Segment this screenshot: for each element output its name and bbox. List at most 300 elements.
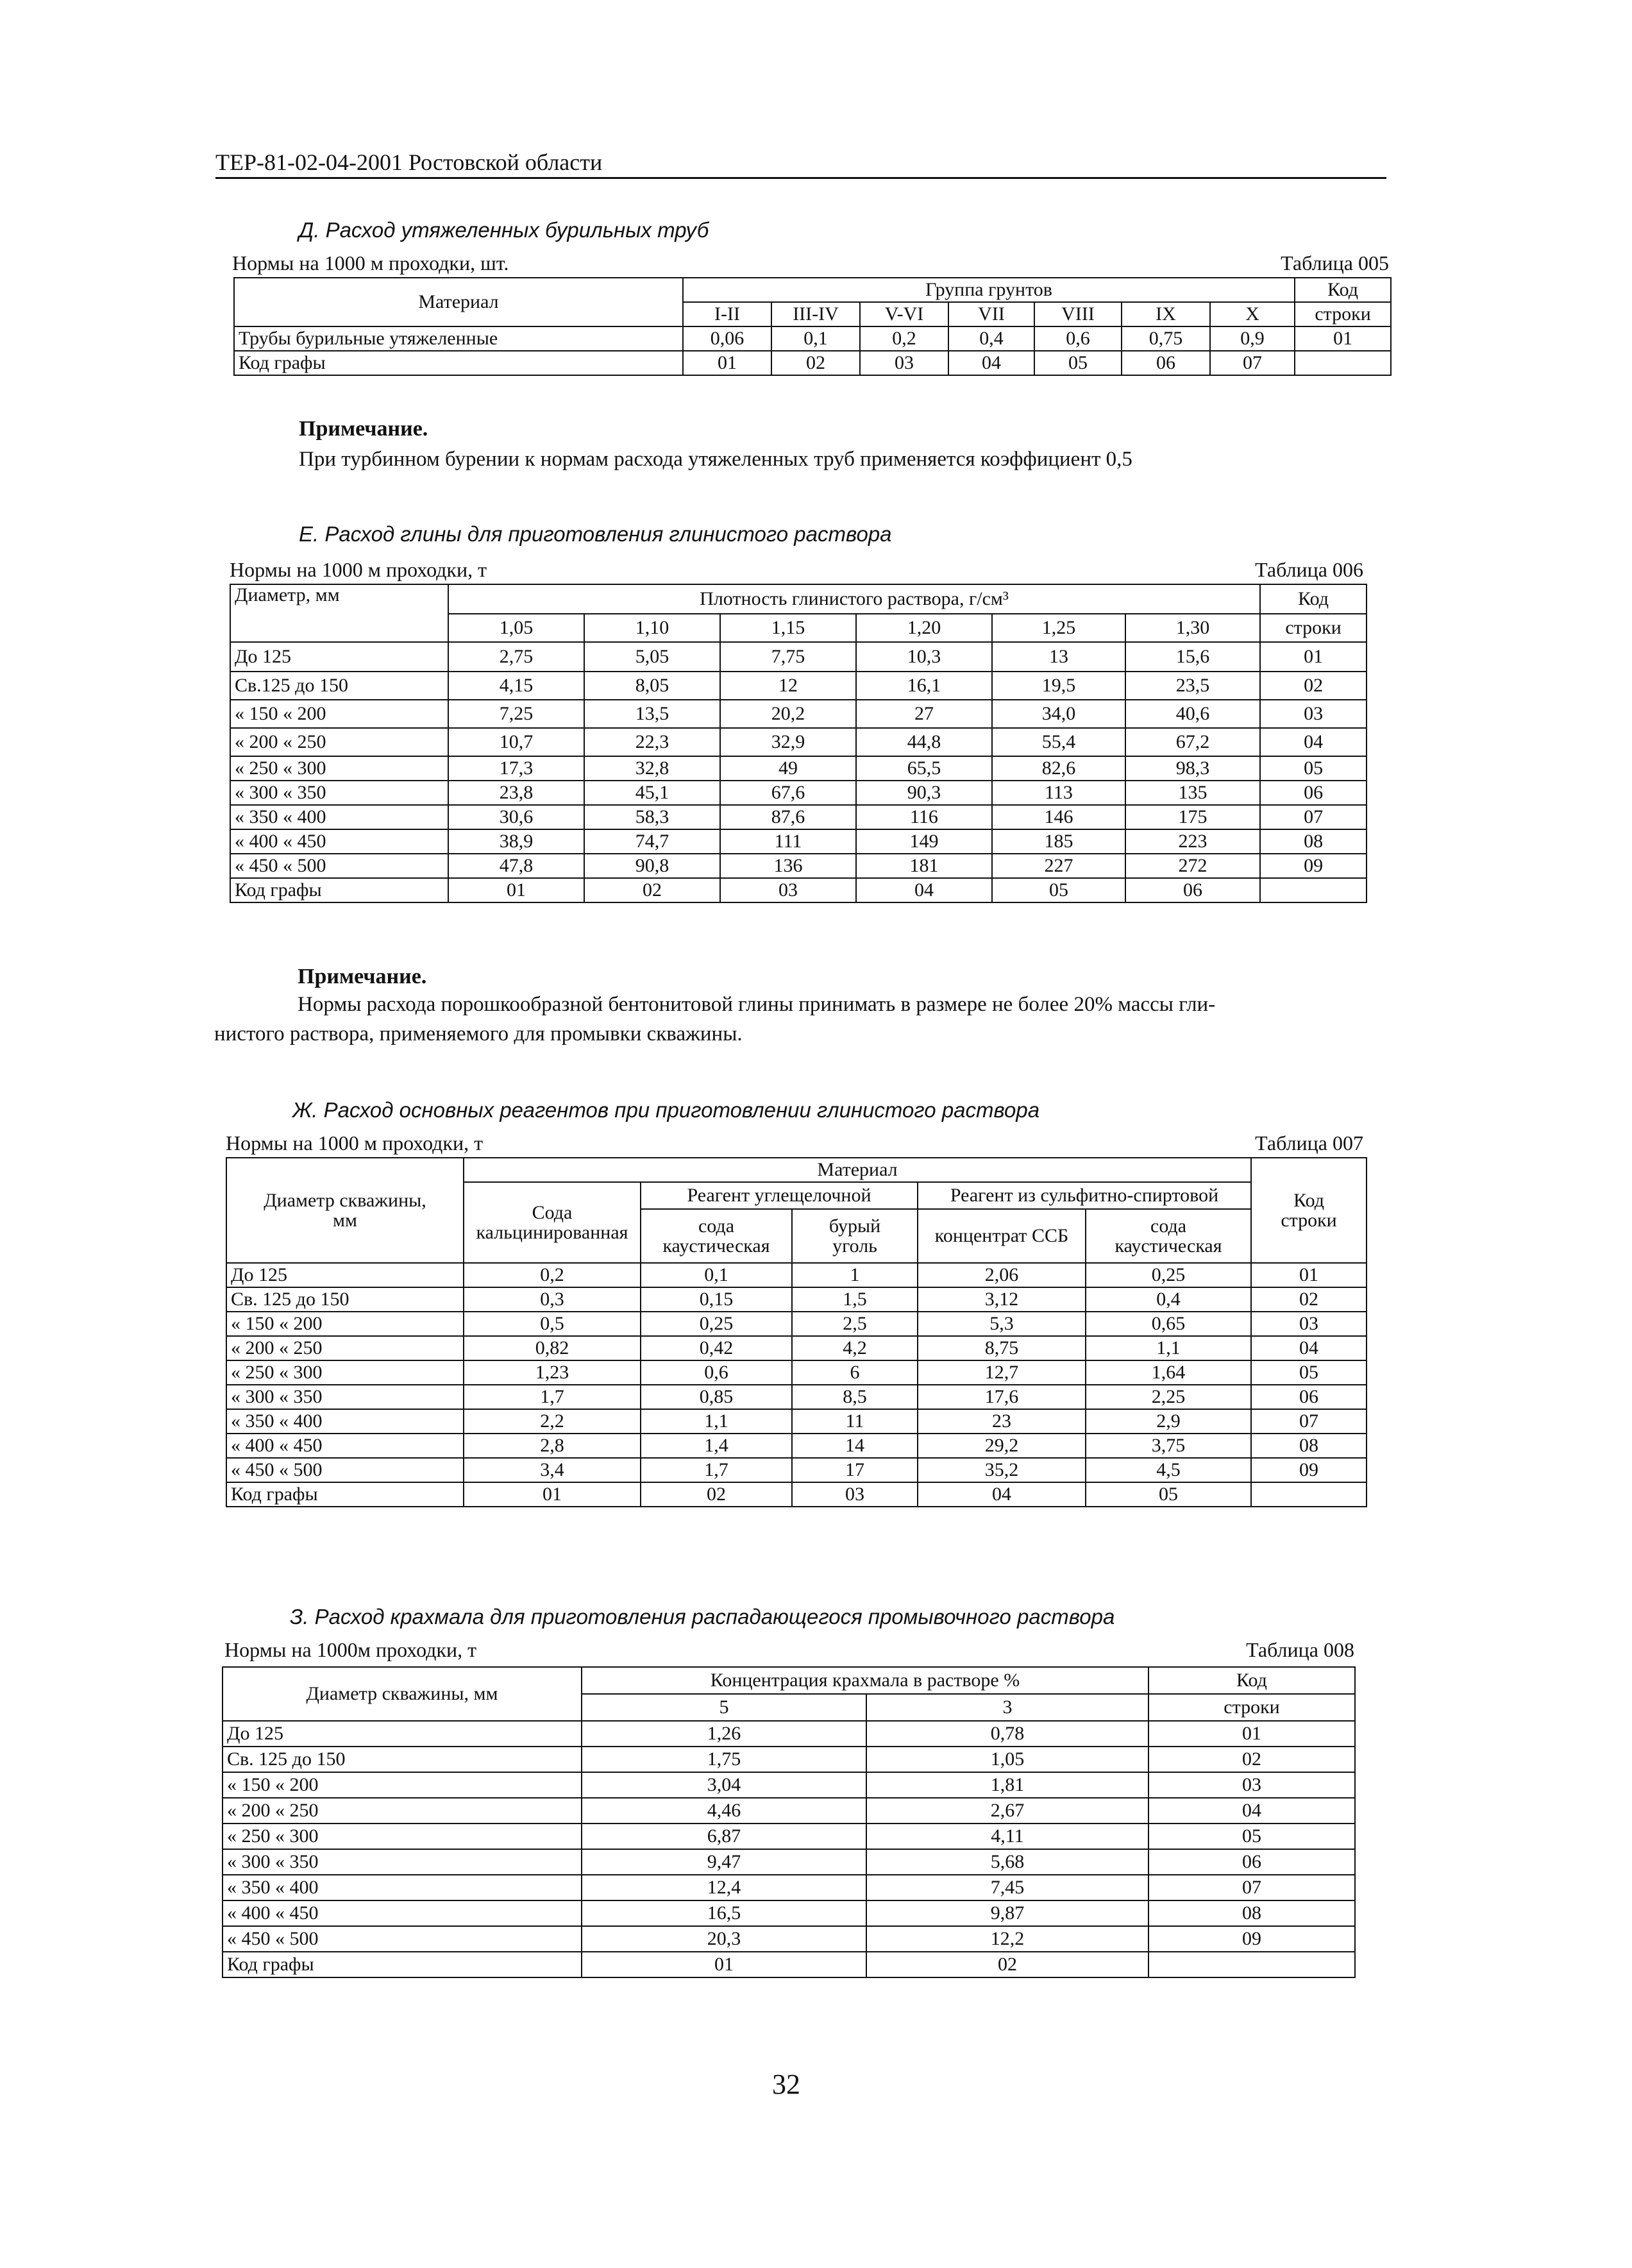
row-code: 04 — [1148, 1798, 1355, 1824]
row-code: 09 — [1148, 1926, 1355, 1952]
row-code: 08 — [1148, 1900, 1355, 1926]
row-code: 09 — [1260, 854, 1367, 878]
table-row — [230, 672, 1367, 700]
table-cell: 136 — [720, 854, 856, 878]
section-zh-title: Ж. Расход основных реагентов при приготовлении глинистого раствора — [292, 1098, 1040, 1122]
row-code: 07 — [1260, 805, 1367, 829]
table-cell: 4,46 — [582, 1798, 866, 1824]
header-soil-group-col: IX — [1122, 302, 1210, 326]
table-cell: 35,2 — [918, 1458, 1086, 1482]
table-cell: 0,1 — [771, 326, 860, 351]
header-code-line1: Код — [1293, 1189, 1324, 1211]
table-cell: 0,1 — [641, 1263, 792, 1287]
row-code: 03 — [1148, 1772, 1355, 1798]
table-cell: 2,75 — [448, 642, 584, 672]
table-cell: 27 — [856, 700, 992, 728]
table-cell: 5,3 — [918, 1312, 1086, 1336]
header-density: Плотность глинистого раствора, г/см³ — [448, 584, 1260, 614]
row-code: 02 — [1260, 672, 1367, 700]
table-cell: 2,5 — [792, 1312, 918, 1336]
empty-cell — [1260, 878, 1367, 902]
table-cell: 4,15 — [448, 672, 584, 700]
table-cell: 0,85 — [641, 1385, 792, 1409]
row-label: « 450 « 500 — [230, 854, 448, 878]
table-row — [230, 781, 1367, 805]
header-density-col: 1,25 — [992, 614, 1125, 642]
column-code-row — [230, 878, 1367, 902]
row-code: 04 — [1260, 728, 1367, 756]
row-code: 05 — [1260, 756, 1367, 781]
document-header: ТЕР-81-02-04-2001 Ростовской области — [215, 149, 1386, 179]
table-cell: 0,2 — [464, 1263, 641, 1287]
table-cell: 65,5 — [856, 756, 992, 781]
empty-cell — [1148, 1952, 1355, 1977]
column-code-cell: 04 — [856, 878, 992, 902]
table-row — [226, 1409, 1367, 1434]
table-cell: 185 — [992, 829, 1125, 854]
column-code-cell: 04 — [948, 351, 1034, 375]
column-code-cell: 03 — [720, 878, 856, 902]
table-cell: 32,9 — [720, 728, 856, 756]
header-material: Материал — [464, 1158, 1251, 1182]
header-soil-group-col: V-VI — [860, 302, 948, 326]
column-code-cell: 05 — [1034, 351, 1122, 375]
table-008-label: Таблица 008 — [1246, 1638, 1354, 1661]
header-caustic-soda-1-line2: каустическая — [662, 1235, 770, 1257]
section-e-title: Е. Расход глины для приготовления глинистого раствора — [299, 522, 892, 546]
header-soil-group-col: III-IV — [771, 302, 860, 326]
table-cell: 29,2 — [918, 1434, 1086, 1458]
row-code: 05 — [1148, 1824, 1355, 1849]
table-row — [230, 756, 1367, 781]
table-cell: 19,5 — [992, 672, 1125, 700]
row-code: 01 — [1295, 326, 1391, 351]
table-cell: 1,4 — [641, 1434, 792, 1458]
row-code: 04 — [1251, 1336, 1367, 1360]
table-cell: 8,5 — [792, 1385, 918, 1409]
table-cell: 0,65 — [1086, 1312, 1251, 1336]
table-cell: 90,3 — [856, 781, 992, 805]
table-row — [223, 1772, 1355, 1798]
table-row — [226, 1360, 1367, 1385]
header-caustic-soda-2-line2: каустическая — [1115, 1235, 1222, 1257]
row-label: « 300 « 350 — [230, 781, 448, 805]
table-cell: 0,5 — [464, 1312, 641, 1336]
table-cell: 13,5 — [584, 700, 720, 728]
table-cell: 10,3 — [856, 642, 992, 672]
header-diameter — [226, 1158, 464, 1263]
note-d-heading: Примечание. — [299, 417, 428, 441]
header-sulfite-alcohol-reagent: Реагент из сульфитно-спиртовой — [918, 1182, 1251, 1209]
table-cell: 0,6 — [1034, 326, 1122, 351]
table-cell: 17,3 — [448, 756, 584, 781]
row-label: « 150 « 200 — [226, 1312, 464, 1336]
column-code-cell: 02 — [641, 1482, 792, 1507]
table-cell: 15,6 — [1125, 642, 1260, 672]
header-caustic-soda-2 — [1086, 1209, 1251, 1263]
header-concentration: Концентрация крахмала в растворе % — [582, 1667, 1148, 1694]
table-cell: 47,8 — [448, 854, 584, 878]
table-cell: 1,5 — [792, 1287, 918, 1312]
table-cell: 0,75 — [1122, 326, 1210, 351]
table-cell: 272 — [1125, 854, 1260, 878]
header-soda-ash-line2: кальцинированная — [476, 1222, 628, 1243]
row-label: « 250 « 300 — [226, 1360, 464, 1385]
header-code-row: строки — [1295, 302, 1391, 326]
table-row — [230, 805, 1367, 829]
table-cell: 55,4 — [992, 728, 1125, 756]
table-cell: 98,3 — [1125, 756, 1260, 781]
header-concentration-col: 5 — [582, 1694, 866, 1721]
column-code-label: Код графы — [226, 1482, 464, 1507]
table-cell: 135 — [1125, 781, 1260, 805]
table-cell: 2,67 — [866, 1798, 1148, 1824]
column-code-cell: 03 — [860, 351, 948, 375]
header-brown-coal-line2: уголь — [832, 1235, 877, 1257]
row-code: 09 — [1251, 1458, 1367, 1482]
table-cell: 12 — [720, 672, 856, 700]
row-code: 01 — [1260, 642, 1367, 672]
header-code-line2: строки — [1281, 1210, 1337, 1231]
table-cell: 223 — [1125, 829, 1260, 854]
table-cell: 17,6 — [918, 1385, 1086, 1409]
note-e-heading: Примечание. — [298, 965, 427, 988]
header-code: Код — [1295, 278, 1391, 302]
row-label: « 400 « 450 — [223, 1900, 582, 1926]
header-diameter: Диаметр скважины, мм — [223, 1667, 582, 1721]
table-cell: 2,06 — [918, 1263, 1086, 1287]
table-cell: 1,05 — [866, 1747, 1148, 1772]
table-cell: 20,3 — [582, 1926, 866, 1952]
table-cell: 113 — [992, 781, 1125, 805]
header-concentration-col: 3 — [866, 1694, 1148, 1721]
table-row — [223, 1747, 1355, 1772]
table-row — [230, 854, 1367, 878]
header-brown-coal-line1: бурый — [829, 1215, 881, 1237]
table-cell: 5,68 — [866, 1849, 1148, 1875]
table-cell: 1,7 — [464, 1385, 641, 1409]
row-label: « 200 « 250 — [230, 728, 448, 756]
row-label: Св. 125 до 150 — [223, 1747, 582, 1772]
page-number: 32 — [772, 2069, 800, 2100]
header-code: Код — [1148, 1667, 1355, 1694]
table-cell: 8,05 — [584, 672, 720, 700]
table-cell: 0,2 — [860, 326, 948, 351]
table-cell: 116 — [856, 805, 992, 829]
column-code-cell: 07 — [1210, 351, 1295, 375]
header-soil-group-col: I-II — [683, 302, 771, 326]
table-cell: 149 — [856, 829, 992, 854]
section-z-norms: Нормы на 1000м проходки, т — [224, 1638, 477, 1661]
header-density-col: 1,15 — [720, 614, 856, 642]
row-label: « 450 « 500 — [223, 1926, 582, 1952]
header-soda-ash-line1: Сода — [532, 1201, 573, 1223]
row-label: « 250 « 300 — [230, 756, 448, 781]
note-e-text-2: нистого раствора, применяемого для промывки скважины. — [214, 1022, 743, 1045]
row-code: 06 — [1148, 1849, 1355, 1875]
row-label: Трубы бурильные утяжеленные — [234, 326, 683, 351]
table-cell: 8,75 — [918, 1336, 1086, 1360]
table-cell: 3,75 — [1086, 1434, 1251, 1458]
table-cell: 7,25 — [448, 700, 584, 728]
table-row — [223, 1721, 1355, 1747]
table-cell: 13 — [992, 642, 1125, 672]
header-diameter-line1: Диаметр скважины, — [264, 1189, 426, 1211]
table-cell: 30,6 — [448, 805, 584, 829]
header-code-row: строки — [1260, 614, 1367, 642]
table-cell: 2,2 — [464, 1409, 641, 1434]
table-cell: 1,81 — [866, 1772, 1148, 1798]
table-cell: 1,7 — [641, 1458, 792, 1482]
row-label: « 200 « 250 — [226, 1336, 464, 1360]
table-cell: 23,8 — [448, 781, 584, 805]
table-cell: 0,4 — [948, 326, 1034, 351]
table-cell: 32,8 — [584, 756, 720, 781]
note-e-text-1: Нормы расхода порошкообразной бентонитовой глины принимать в размере не более 20% массы гли- — [298, 993, 1216, 1016]
column-code-cell: 02 — [584, 878, 720, 902]
row-code: 06 — [1251, 1385, 1367, 1409]
table-cell: 17 — [792, 1458, 918, 1482]
table-row — [226, 1312, 1367, 1336]
table-cell: 1,64 — [1086, 1360, 1251, 1385]
table-row — [223, 1875, 1355, 1900]
table-cell: 0,42 — [641, 1336, 792, 1360]
row-label: Св. 125 до 150 — [226, 1287, 464, 1312]
table-cell: 58,3 — [584, 805, 720, 829]
row-label: « 300 « 350 — [223, 1849, 582, 1875]
table-006-label: Таблица 006 — [1255, 558, 1363, 581]
column-code-cell: 02 — [771, 351, 860, 375]
column-code-row — [223, 1952, 1355, 1977]
table-cell: 0,4 — [1086, 1287, 1251, 1312]
table-cell: 3,04 — [582, 1772, 866, 1798]
table-cell: 9,47 — [582, 1849, 866, 1875]
column-code-cell: 02 — [866, 1952, 1148, 1977]
row-label: « 150 « 200 — [223, 1772, 582, 1798]
table-row — [226, 1385, 1367, 1409]
table-cell: 3,12 — [918, 1287, 1086, 1312]
note-d-text: При турбинном бурении к нормам расхода утяжеленных труб применяется коэффициент 0,5 — [299, 448, 1132, 471]
table-007-label: Таблица 007 — [1255, 1131, 1363, 1155]
header-soil-group-col: VIII — [1034, 302, 1122, 326]
column-code-label: Код графы — [230, 878, 448, 902]
header-code: Код — [1260, 584, 1367, 614]
table-row — [223, 1798, 1355, 1824]
table-row — [230, 642, 1367, 672]
section-e-norms: Нормы на 1000 м проходки, т — [230, 558, 487, 581]
table-cell: 44,8 — [856, 728, 992, 756]
row-label: « 400 « 450 — [226, 1434, 464, 1458]
row-code: 07 — [1251, 1409, 1367, 1434]
table-row — [226, 1287, 1367, 1312]
table-cell: 2,8 — [464, 1434, 641, 1458]
empty-cell — [1295, 351, 1391, 375]
table-cell: 9,87 — [866, 1900, 1148, 1926]
row-label: Св.125 до 150 — [230, 672, 448, 700]
column-code-cell: 05 — [1086, 1482, 1251, 1507]
table-cell: 90,8 — [584, 854, 720, 878]
table-cell: 1 — [792, 1263, 918, 1287]
row-label: « 400 « 450 — [230, 829, 448, 854]
table-row — [223, 1849, 1355, 1875]
table-cell: 0,6 — [641, 1360, 792, 1385]
table-cell: 67,2 — [1125, 728, 1260, 756]
header-soil-group-col: X — [1210, 302, 1295, 326]
table-cell: 6 — [792, 1360, 918, 1385]
table-cell: 111 — [720, 829, 856, 854]
table-row — [223, 1926, 1355, 1952]
table-cell: 49 — [720, 756, 856, 781]
header-density-col: 1,30 — [1125, 614, 1260, 642]
table-cell: 175 — [1125, 805, 1260, 829]
row-label: « 200 « 250 — [223, 1798, 582, 1824]
table-row — [223, 1900, 1355, 1926]
table-row — [226, 1434, 1367, 1458]
column-code-cell: 01 — [683, 351, 771, 375]
table-cell: 10,7 — [448, 728, 584, 756]
header-caustic-soda-1-line1: сода — [698, 1215, 735, 1237]
table-cell: 2,25 — [1086, 1385, 1251, 1409]
header-density-col: 1,10 — [584, 614, 720, 642]
row-code: 03 — [1260, 700, 1367, 728]
section-z-title: З. Расход крахмала для приготовления распадающегося промывочного раствора — [290, 1605, 1115, 1629]
header-soil-group-col: VII — [948, 302, 1034, 326]
table-cell: 12,7 — [918, 1360, 1086, 1385]
column-code-label: Код графы — [223, 1952, 582, 1977]
table-008 — [222, 1666, 1356, 1978]
table-cell: 0,06 — [683, 326, 771, 351]
section-zh-norms: Нормы на 1000 м проходки, т — [226, 1131, 484, 1155]
row-code: 08 — [1260, 829, 1367, 854]
table-cell: 40,6 — [1125, 700, 1260, 728]
table-cell: 146 — [992, 805, 1125, 829]
column-code-cell: 03 — [792, 1482, 918, 1507]
section-d-title: Д. Расход утяжеленных бурильных труб — [299, 218, 709, 242]
table-cell: 0,15 — [641, 1287, 792, 1312]
table-cell: 4,11 — [866, 1824, 1148, 1849]
header-diameter-line2: мм — [333, 1210, 357, 1231]
table-cell: 181 — [856, 854, 992, 878]
row-label: « 350 « 400 — [223, 1875, 582, 1900]
table-cell: 16,5 — [582, 1900, 866, 1926]
column-code-cell: 06 — [1125, 878, 1260, 902]
column-code-cell: 01 — [464, 1482, 641, 1507]
table-row — [226, 1263, 1367, 1287]
column-code-cell: 05 — [992, 878, 1125, 902]
table-cell: 22,3 — [584, 728, 720, 756]
table-cell: 4,5 — [1086, 1458, 1251, 1482]
header-caustic-soda-2-line1: сода — [1150, 1215, 1187, 1237]
row-code: 02 — [1251, 1287, 1367, 1312]
table-cell: 1,1 — [641, 1409, 792, 1434]
header-caustic-soda-1 — [641, 1209, 792, 1263]
table-cell: 38,9 — [448, 829, 584, 854]
column-code-row — [226, 1482, 1367, 1507]
table-cell: 45,1 — [584, 781, 720, 805]
table-cell: 0,25 — [641, 1312, 792, 1336]
column-code-label: Код графы — [234, 351, 683, 375]
header-soil-group: Группа грунтов — [683, 278, 1295, 302]
table-cell: 1,75 — [582, 1747, 866, 1772]
table-row — [230, 700, 1367, 728]
header-ssb-concentrate: концентрат ССБ — [918, 1209, 1086, 1263]
table-cell: 14 — [792, 1434, 918, 1458]
table-006 — [230, 584, 1367, 903]
header-coal-alkali-reagent: Реагент углещелочной — [641, 1182, 918, 1209]
table-cell: 74,7 — [584, 829, 720, 854]
table-cell: 3,4 — [464, 1458, 641, 1482]
table-cell: 23 — [918, 1409, 1086, 1434]
table-cell: 0,78 — [866, 1721, 1148, 1747]
row-code: 05 — [1251, 1360, 1367, 1385]
row-label: « 150 « 200 — [230, 700, 448, 728]
table-cell: 23,5 — [1125, 672, 1260, 700]
header-diameter: Диаметр, мм — [230, 584, 448, 642]
header-code — [1251, 1158, 1367, 1263]
header-code-row: строки — [1148, 1694, 1355, 1721]
table-cell: 7,45 — [866, 1875, 1148, 1900]
table-cell: 0,9 — [1210, 326, 1295, 351]
table-row — [223, 1824, 1355, 1849]
row-label: До 125 — [230, 642, 448, 672]
row-label: До 125 — [223, 1721, 582, 1747]
header-density-col: 1,20 — [856, 614, 992, 642]
row-code: 07 — [1148, 1875, 1355, 1900]
table-005-label: Таблица 005 — [1281, 251, 1389, 275]
table-cell: 12,2 — [866, 1926, 1148, 1952]
column-code-cell: 01 — [582, 1952, 866, 1977]
table-cell: 0,25 — [1086, 1263, 1251, 1287]
row-label: До 125 — [226, 1263, 464, 1287]
table-row — [230, 829, 1367, 854]
table-007 — [226, 1157, 1367, 1507]
header-material: Материал — [234, 278, 683, 326]
table-cell: 0,82 — [464, 1336, 641, 1360]
table-row — [230, 728, 1367, 756]
column-code-cell: 01 — [448, 878, 584, 902]
row-code: 01 — [1251, 1263, 1367, 1287]
row-code: 08 — [1251, 1434, 1367, 1458]
table-cell: 12,4 — [582, 1875, 866, 1900]
row-label: « 350 « 400 — [226, 1409, 464, 1434]
table-cell: 67,6 — [720, 781, 856, 805]
table-cell: 4,2 — [792, 1336, 918, 1360]
header-density-col: 1,05 — [448, 614, 584, 642]
table-cell: 2,9 — [1086, 1409, 1251, 1434]
table-cell: 5,05 — [584, 642, 720, 672]
table-cell: 11 — [792, 1409, 918, 1434]
row-code: 03 — [1251, 1312, 1367, 1336]
row-label: « 250 « 300 — [223, 1824, 582, 1849]
empty-cell — [1251, 1482, 1367, 1507]
table-cell: 7,75 — [720, 642, 856, 672]
table-cell: 1,26 — [582, 1721, 866, 1747]
table-cell: 34,0 — [992, 700, 1125, 728]
table-row — [226, 1336, 1367, 1360]
row-label: « 350 « 400 — [230, 805, 448, 829]
row-label: « 450 « 500 — [226, 1458, 464, 1482]
table-cell: 1,23 — [464, 1360, 641, 1385]
header-brown-coal — [792, 1209, 918, 1263]
column-code-cell: 06 — [1122, 351, 1210, 375]
table-cell: 87,6 — [720, 805, 856, 829]
table-row — [226, 1458, 1367, 1482]
table-cell: 0,3 — [464, 1287, 641, 1312]
table-cell: 6,87 — [582, 1824, 866, 1849]
row-code: 02 — [1148, 1747, 1355, 1772]
section-d-norms: Нормы на 1000 м проходки, шт. — [232, 251, 509, 275]
table-cell: 1,1 — [1086, 1336, 1251, 1360]
